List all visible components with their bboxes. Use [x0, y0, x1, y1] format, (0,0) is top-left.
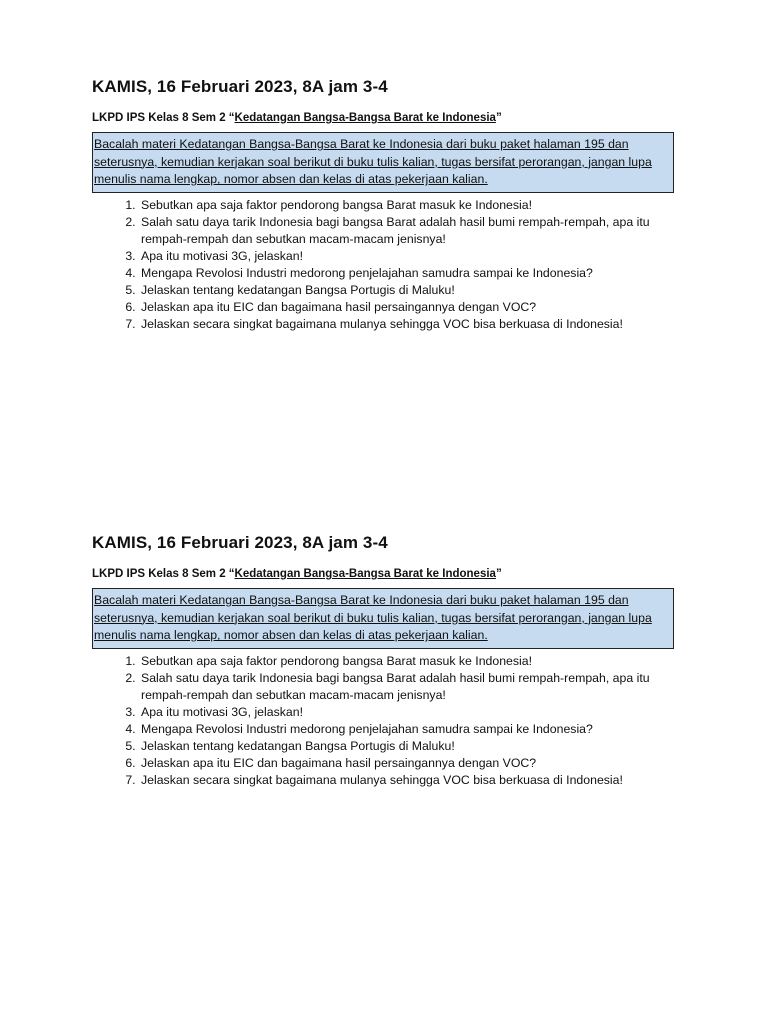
subtitle-topic: Kedatangan Bangsa-Bangsa Barat ke Indonesia: [234, 568, 496, 580]
section-subtitle: [92, 566, 674, 582]
subtitle-topic: Kedatangan Bangsa-Bangsa Barat ke Indonesia: [234, 112, 496, 124]
question-item: 2. Salah satu daya tarik Indonesia bagi bangsa Barat adalah hasil bumi rempah-rempah, apa itu rempah-rempah dan sebutkan macam-macam jenisnya!: [139, 214, 674, 248]
subtitle-prefix: LKPD IPS Kelas 8 Sem 2 “: [92, 112, 235, 124]
question-item: 3. Apa itu motivasi 3G, jelaskan!: [139, 248, 674, 265]
instruction-box: Bacalah materi Kedatangan Bangsa-Bangsa Barat ke Indonesia dari buku paket halaman 195 dan seterusnya, kemudian kerjakan soal berikut di buku tulis kalian, tugas bersifat perorangan, jangan lupa menulis nama lengkap, nomor absen dan kelas di atas pekerjaan kalian.: [92, 132, 674, 193]
question-item: 5. Jelaskan tentang kedatangan Bangsa Portugis di Maluku!: [139, 738, 674, 755]
section-subtitle: [92, 110, 674, 126]
worksheet-section-2: [92, 532, 674, 789]
question-item: 1. Sebutkan apa saja faktor pendorong bangsa Barat masuk ke Indonesia!: [139, 197, 674, 214]
subtitle-prefix: LKPD IPS Kelas 8 Sem 2 “: [92, 568, 235, 580]
question-item: 6. Jelaskan apa itu EIC dan bagaimana hasil persaingannya dengan VOC?: [139, 755, 674, 772]
question-item: 7. Jelaskan secara singkat bagaimana mulanya sehingga VOC bisa berkuasa di Indonesia!: [139, 316, 674, 333]
subtitle-suffix: ”: [495, 112, 502, 124]
section-title: KAMIS, 16 Februari 2023, 8A jam 3-4: [92, 533, 388, 552]
question-list: [92, 653, 674, 789]
question-item: 5. Jelaskan tentang kedatangan Bangsa Portugis di Maluku!: [139, 282, 674, 299]
question-item: 3. Apa itu motivasi 3G, jelaskan!: [139, 704, 674, 721]
question-item: 4. Mengapa Revolosi Industri medorong penjelajahan samudra sampai ke Indonesia?: [139, 721, 674, 738]
question-item: 4. Mengapa Revolosi Industri medorong penjelajahan samudra sampai ke Indonesia?: [139, 265, 674, 282]
worksheet-section-1: [92, 76, 674, 333]
section-title: KAMIS, 16 Februari 2023, 8A jam 3-4: [92, 77, 388, 96]
question-item: 2. Salah satu daya tarik Indonesia bagi bangsa Barat adalah hasil bumi rempah-rempah, apa itu rempah-rempah dan sebutkan macam-macam jenisnya!: [139, 670, 674, 704]
question-item: 7. Jelaskan secara singkat bagaimana mulanya sehingga VOC bisa berkuasa di Indonesia!: [139, 772, 674, 789]
instruction-box: Bacalah materi Kedatangan Bangsa-Bangsa Barat ke Indonesia dari buku paket halaman 195 dan seterusnya, kemudian kerjakan soal berikut di buku tulis kalian, tugas bersifat perorangan, jangan lupa menulis nama lengkap, nomor absen dan kelas di atas pekerjaan kalian.: [92, 588, 674, 649]
subtitle-suffix: ”: [495, 568, 502, 580]
question-item: 1. Sebutkan apa saja faktor pendorong bangsa Barat masuk ke Indonesia!: [139, 653, 674, 670]
question-item: 6. Jelaskan apa itu EIC dan bagaimana hasil persaingannya dengan VOC?: [139, 299, 674, 316]
question-list: [92, 197, 674, 333]
